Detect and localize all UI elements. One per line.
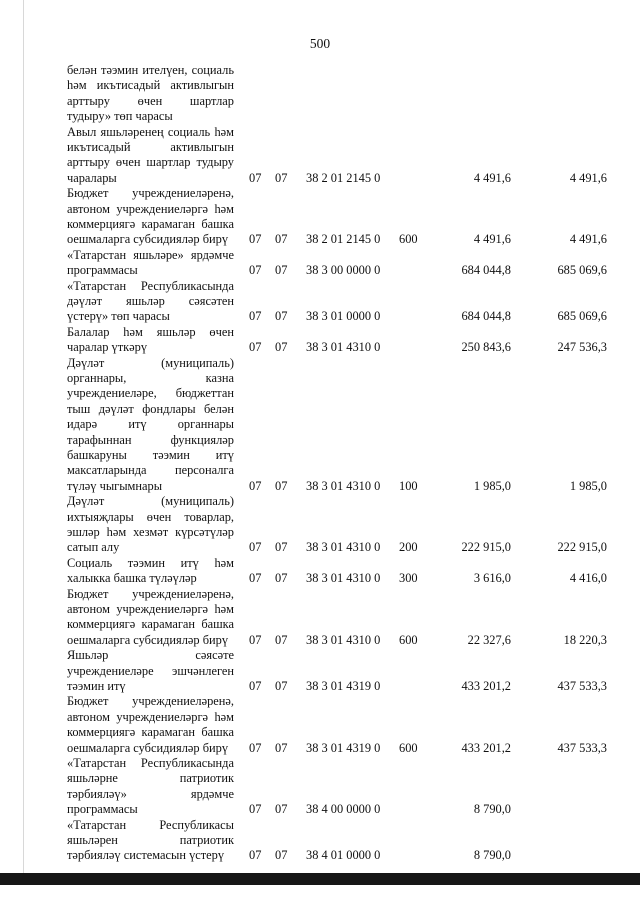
scan-left-edge [23, 0, 24, 873]
target-article-code: 38 3 01 4310 0 [306, 340, 381, 355]
description-line: автоном учреждениеләргә һәм [67, 201, 234, 216]
target-article-code: 38 3 01 4310 0 [306, 632, 381, 647]
target-article-code: 38 3 01 4310 0 [306, 540, 381, 555]
target-article-code: 38 4 01 0000 0 [306, 848, 381, 863]
description-line: тудыру» төп чарасы [67, 109, 173, 124]
target-article-code: 38 2 01 2145 0 [306, 170, 381, 185]
row-description [67, 125, 234, 187]
description-line: оешмаларга субсидияләр бирү [67, 632, 229, 647]
description-line: максатларында персоналга [67, 463, 234, 478]
subsection-code: 07 [275, 170, 288, 185]
amount-year-2: 437 533,3 [557, 740, 607, 755]
description-line: «Татарстан Республикасында [67, 756, 234, 770]
section-code: 07 [249, 340, 262, 355]
amount-year-1: 222 915,0 [461, 540, 511, 555]
target-article-code: 38 3 01 4319 0 [306, 740, 381, 755]
target-article-code: 38 3 01 4310 0 [306, 478, 381, 493]
subsection-code: 07 [275, 740, 288, 755]
amount-year-2: 685 069,6 [557, 263, 607, 278]
target-article-code: 38 3 01 4319 0 [306, 678, 381, 693]
description-line: коммерциягә карамаган башка [67, 217, 234, 231]
description-line: Яшьләр сәясәте [67, 648, 234, 663]
description-line: сатып алу [67, 540, 120, 555]
description-line: белән тәэмин ителүен, социаль [67, 63, 234, 77]
target-article-code: 38 2 01 2145 0 [306, 232, 381, 247]
row-description [67, 279, 234, 325]
description-line: Дәүләт (муниципаль) [67, 355, 234, 370]
section-code: 07 [249, 540, 262, 555]
amount-year-1: 684 044,8 [461, 309, 511, 324]
amount-year-1: 684 044,8 [461, 263, 511, 278]
amount-year-1: 1 985,0 [473, 478, 511, 493]
amount-year-1: 250 843,6 [461, 340, 511, 355]
row-description [67, 556, 234, 587]
description-line: үстерү» төп чарасы [67, 309, 170, 324]
section-code: 07 [249, 170, 262, 185]
description-line: халыкка башка түләүләр [67, 571, 197, 586]
row-description [67, 694, 234, 756]
description-line: оешмаларга субсидияләр бирү [67, 232, 229, 247]
description-line: яшьләрен патриотик [67, 833, 234, 847]
description-line: түләү чыгымнары [67, 478, 163, 493]
description-line: һәм икътисадый активлыгын [67, 78, 234, 93]
description-line: «Татарстан яшьләре» ярдәмче [67, 247, 234, 262]
description-line: тәрбияләү системасын үстерү [67, 848, 225, 863]
description-line: органнары, казна [67, 371, 234, 385]
row-description [67, 756, 234, 818]
description-line: арттыру өчен шартлар [67, 93, 234, 108]
description-line: программасы [67, 802, 138, 817]
description-line: учреждениеләре эшчәнлеген [67, 663, 234, 678]
description-line: Бюджет учреждениеләренә, [67, 694, 234, 709]
amount-year-2: 18 220,3 [563, 632, 607, 647]
amount-year-1: 3 616,0 [473, 571, 511, 586]
amount-year-1: 22 327,6 [467, 632, 511, 647]
amount-year-1: 4 491,6 [473, 170, 511, 185]
description-line: учреждениеләре, бюджеттан [67, 386, 234, 401]
section-code: 07 [249, 802, 262, 817]
amount-year-1: 433 201,2 [461, 740, 511, 755]
expense-type-code: 600 [399, 740, 418, 755]
amount-year-1: 8 790,0 [473, 848, 511, 863]
amount-year-2: 247 536,3 [557, 340, 607, 355]
description-line: ихтыяҗлары өчен товарлар, [67, 509, 234, 524]
subsection-code: 07 [275, 632, 288, 647]
section-code: 07 [249, 678, 262, 693]
description-line: башкаруны тәэмин итү [67, 448, 234, 463]
description-line: тарафыннан функцияләр [67, 432, 234, 447]
amount-year-1: 433 201,2 [461, 678, 511, 693]
description-line: коммерциягә карамаган башка [67, 725, 234, 740]
description-line: идарә итү органнары [67, 417, 234, 432]
row-description [67, 325, 234, 356]
description-line: Бюджет учреждениеләренә, [67, 186, 234, 201]
description-line: дәүләт яшьләр сәясәтен [67, 294, 234, 308]
amount-year-1: 4 491,6 [473, 232, 511, 247]
row-description [67, 248, 234, 279]
subsection-code: 07 [275, 802, 288, 817]
subsection-code: 07 [275, 478, 288, 493]
section-code: 07 [249, 571, 262, 586]
section-code: 07 [249, 478, 262, 493]
description-line: программасы [67, 263, 138, 278]
subsection-code: 07 [275, 263, 288, 278]
amount-year-2: 4 491,6 [569, 170, 607, 185]
section-code: 07 [249, 848, 262, 863]
target-article-code: 38 4 00 0000 0 [306, 802, 381, 817]
target-article-code: 38 3 01 0000 0 [306, 309, 381, 324]
amount-year-2: 1 985,0 [569, 478, 607, 493]
target-article-code: 38 3 00 0000 0 [306, 263, 381, 278]
subsection-code: 07 [275, 540, 288, 555]
description-line: арттыру өчен шартлар тудыру [67, 155, 234, 170]
section-code: 07 [249, 309, 262, 324]
expense-type-code: 300 [399, 571, 418, 586]
row-description [67, 494, 234, 556]
row-description [67, 587, 234, 649]
amount-year-2: 4 416,0 [569, 571, 607, 586]
description-line: Социаль тәэмин итү һәм [67, 555, 234, 570]
row-description [67, 356, 234, 495]
description-line: тәэмин итү [67, 679, 126, 693]
description-line: автоном учреждениеләргә һәм [67, 602, 234, 616]
description-line: коммерциягә карамаган башка [67, 617, 234, 632]
description-line: «Татарстан Республикасында [67, 278, 234, 293]
description-line: тәрбияләү» ярдәмче [67, 786, 234, 801]
description-line: Балалар һәм яшьләр өчен [67, 324, 234, 339]
section-code: 07 [249, 232, 262, 247]
page-number: 500 [309, 36, 331, 51]
description-line: «Татарстан Республикасы [67, 817, 234, 832]
amount-year-2: 437 533,3 [557, 678, 607, 693]
row-description [67, 186, 234, 248]
section-code: 07 [249, 740, 262, 755]
description-line: Дәүләт (муниципаль) [67, 494, 234, 509]
amount-year-2: 685 069,6 [557, 309, 607, 324]
row-description [67, 818, 234, 864]
description-line: эшләр һәм хезмәт күрсәтүләр [67, 525, 234, 539]
subsection-code: 07 [275, 571, 288, 586]
description-line: автоном учреждениеләргә һәм [67, 709, 234, 724]
description-line: чаралар үткәрү [67, 340, 148, 355]
subsection-code: 07 [275, 232, 288, 247]
expense-type-code: 100 [399, 478, 418, 493]
description-line: чаралары [67, 170, 117, 185]
expense-type-code: 600 [399, 232, 418, 247]
row-description [67, 63, 234, 125]
description-line: тыш дәүләт фондлары белән [67, 401, 234, 416]
expense-type-code: 600 [399, 632, 418, 647]
description-line: оешмаларга субсидияләр бирү [67, 740, 229, 755]
subsection-code: 07 [275, 848, 288, 863]
subsection-code: 07 [275, 309, 288, 324]
description-line: икътисадый активлыгын [67, 140, 234, 154]
amount-year-2: 4 491,6 [569, 232, 607, 247]
description-line: Авыл яшьләренең социаль һәм [67, 124, 234, 139]
description-line: Бюджет учреждениеләренә, [67, 586, 234, 601]
description-line: яшьләрне патриотик [67, 771, 234, 786]
expense-type-code: 200 [399, 540, 418, 555]
scan-bottom-bar [0, 873, 640, 885]
target-article-code: 38 3 01 4310 0 [306, 571, 381, 586]
section-code: 07 [249, 632, 262, 647]
amount-year-2: 222 915,0 [557, 540, 607, 555]
section-code: 07 [249, 263, 262, 278]
subsection-code: 07 [275, 678, 288, 693]
row-description [67, 648, 234, 694]
amount-year-1: 8 790,0 [473, 802, 511, 817]
subsection-code: 07 [275, 340, 288, 355]
